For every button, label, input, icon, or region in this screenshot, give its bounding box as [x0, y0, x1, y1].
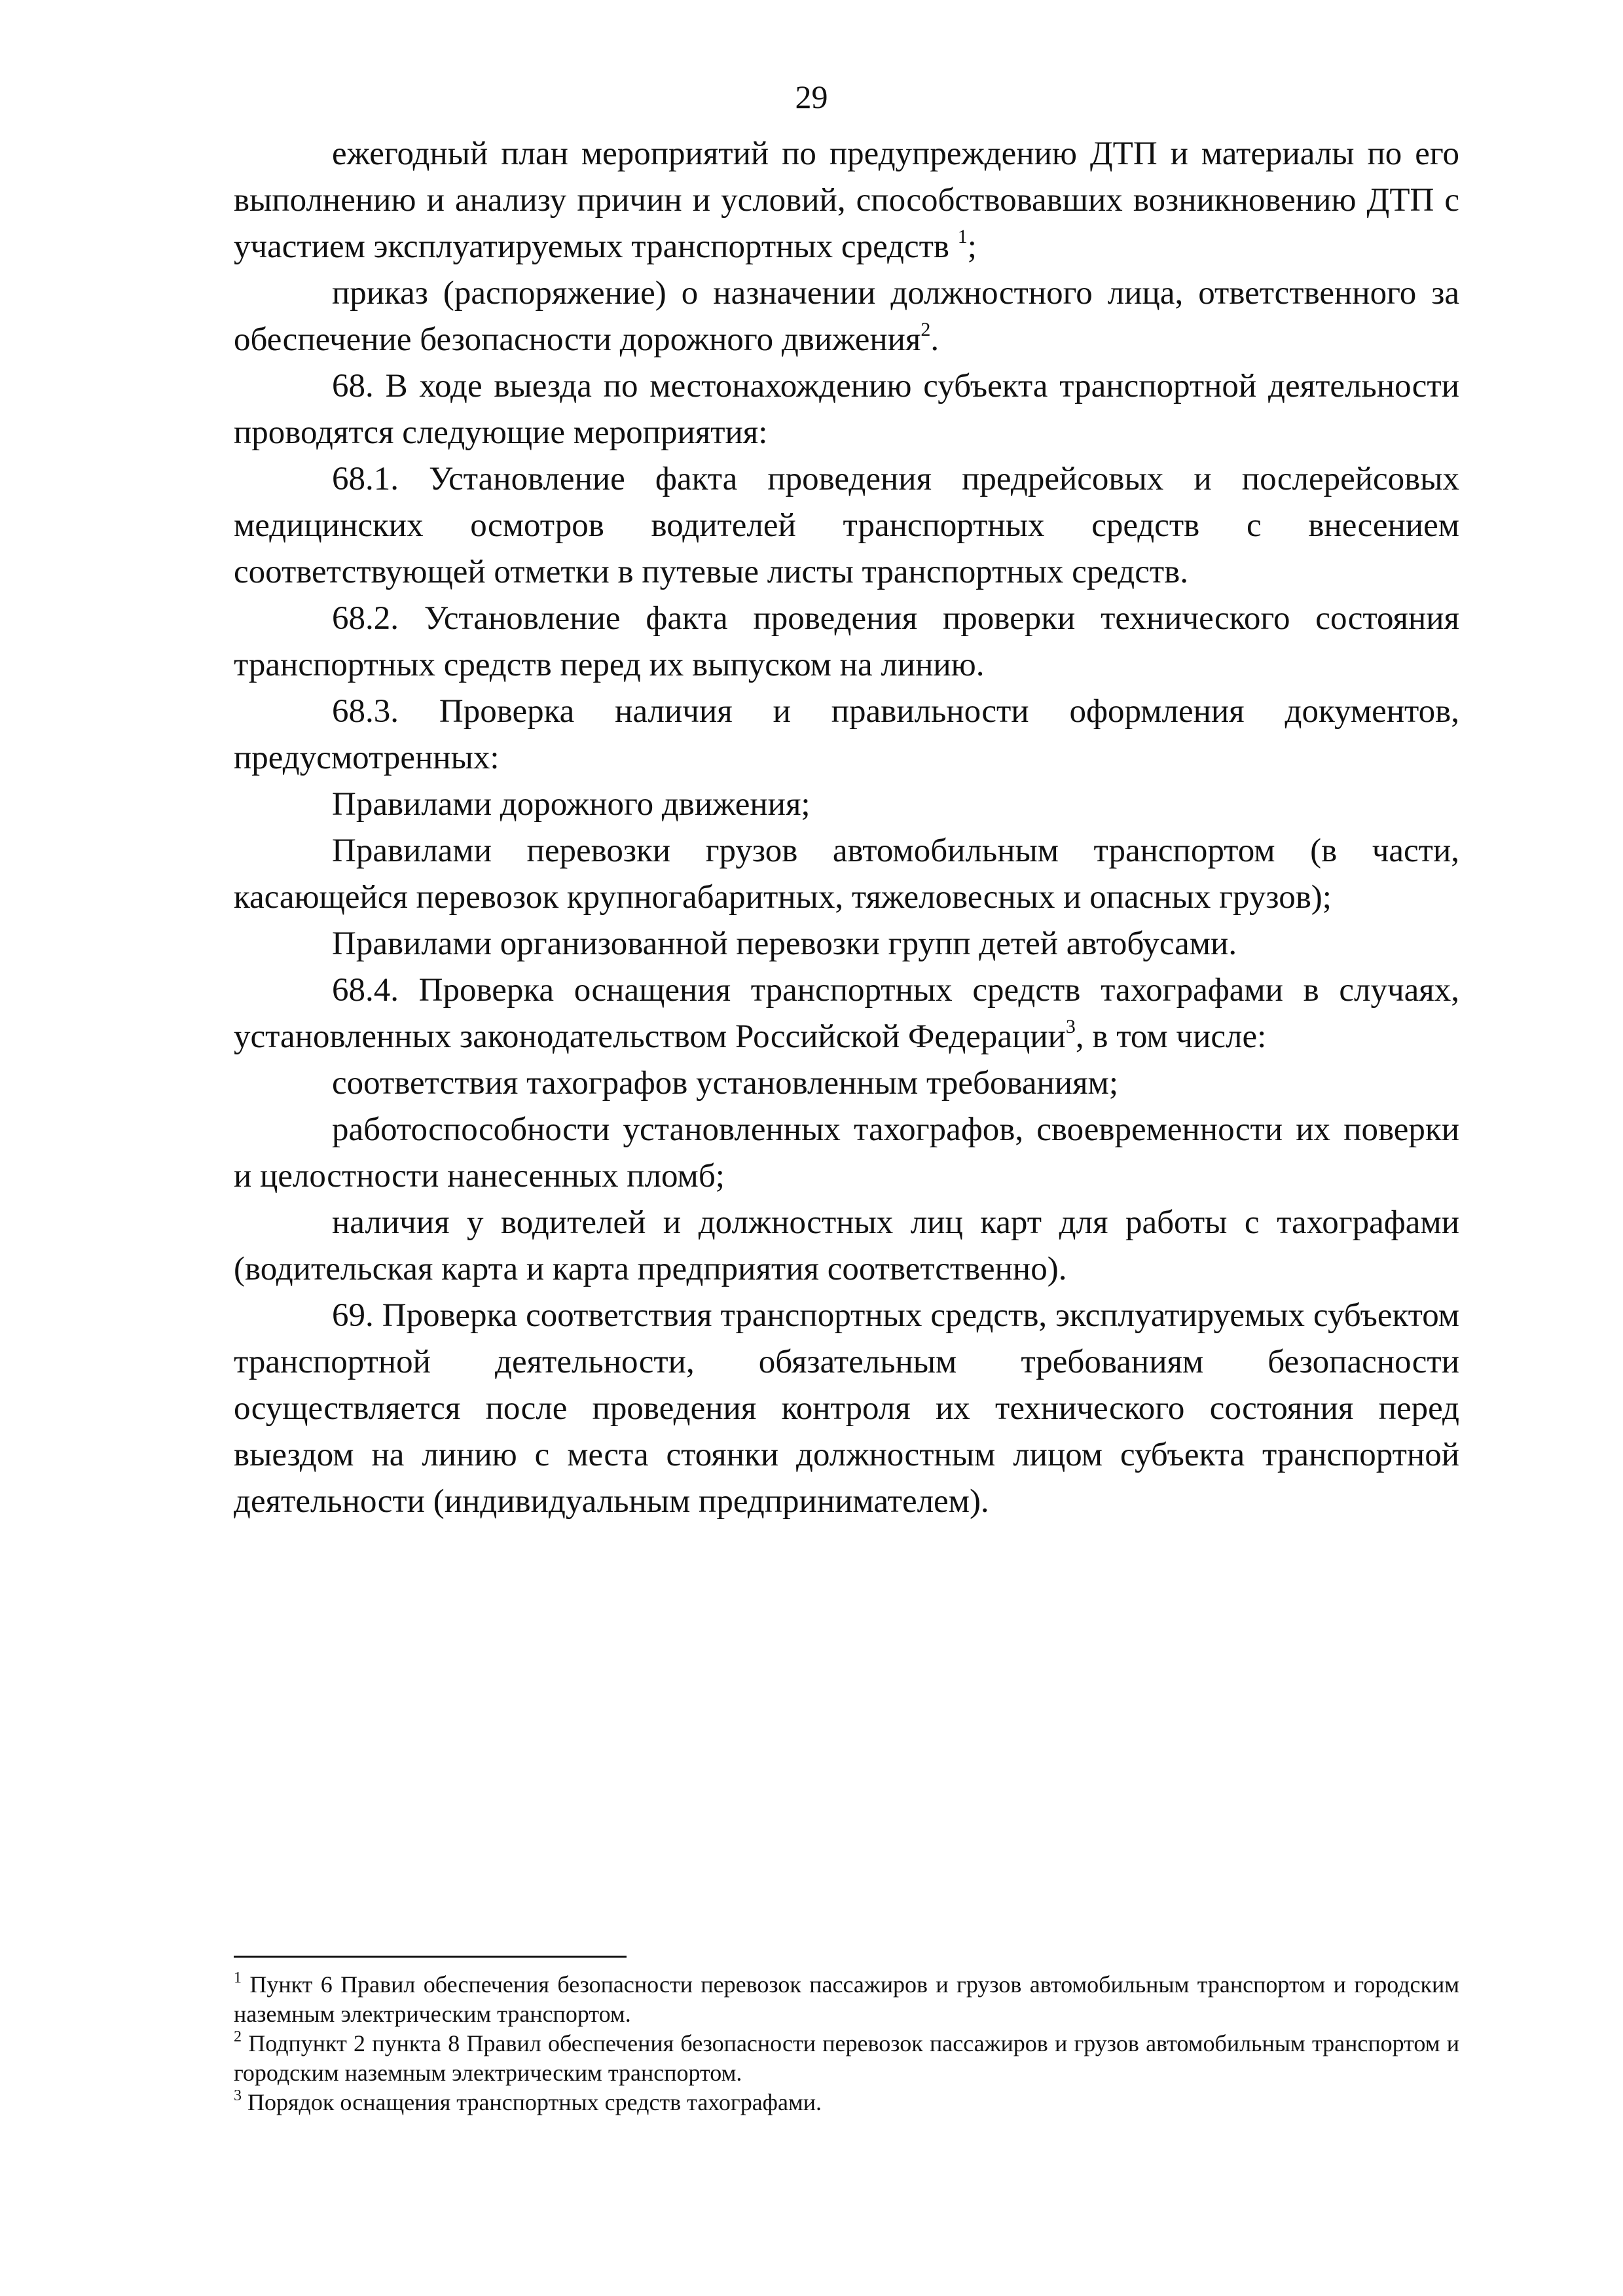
paragraph-annual-plan: ежегодный план мероприятий по предупреждению ДТП и материалы по его выполнению и анализу причин и условий, способствовавших возникновению ДТП с участием эксплуатируемых транспортных средств $^1$; [234, 135, 1459, 265]
paragraph-68-1: 68.1. Установление факта проведения предрейсовых и послерейсовых медицинских осмотров водителей транспортных средств с внесением соответствующей отметки в путевые листы транспортных средств. [234, 461, 1459, 590]
footnote-2: $^2$ Подпункт 2 пункта 8 Правил обеспечения безопасности перевозок пассажиров и грузов автомобильным транспортом и городским наземным электрическим транспортом. [234, 2028, 1459, 2086]
footnote-ref: 1 [957, 226, 968, 247]
list-item-cargo-rules: Правилами перевозки грузов автомобильным транспортом (в части, касающейся перевозок крупногабаритных, тяжеловесных и опасных грузов); [234, 833, 1459, 916]
paragraph-68-4: 68.4. Проверка оснащения транспортных средств тахографами в случаях, установленных законодательством Российской Федерации$^3$, в том числе: [234, 972, 1459, 1055]
footnote-divider [234, 1956, 627, 1958]
list-item-children-rules: Правилами организованной перевозки групп детей автобусами. [332, 925, 1237, 962]
document-body [234, 131, 1459, 1525]
footnote-ref: 2 [921, 319, 931, 340]
list-item-tachograph-requirements: соответствия тахографов установленным требованиям; [332, 1065, 1118, 1102]
footnotes [234, 1970, 1459, 2117]
page-number: 29 [795, 79, 828, 115]
list-item-traffic-rules: Правилами дорожного движения; [332, 786, 811, 823]
paragraph-69: 69. Проверка соответствия транспортных средств, эксплуатируемых субъектом транспортной деятельности, обязательным требованиям безопасности осуществляется после проведения контроля их технического состояния перед выездом на линию с места стоянки должностным лицом субъекта транспортной деятельности (индивидуальным предпринимателем). [234, 1297, 1459, 1520]
paragraph-68-2: 68.2. Установление факта проведения проверки технического состояния транспортных средств перед их выпуском на линию. [234, 600, 1459, 683]
paragraph-68-3: 68.3. Проверка наличия и правильности оформления документов, предусмотренных: [234, 693, 1459, 776]
list-item-tachograph-operability: работоспособности установленных тахографов, своевременности их поверки и целостности нанесенных пломб; [234, 1111, 1459, 1194]
footnote-3: $^3$ Порядок оснащения транспортных средств тахографами. [234, 2087, 822, 2115]
list-item-driver-cards: наличия у водителей и должностных лиц карт для работы с тахографами (водительская карта и карта предприятия соответственно). [234, 1204, 1459, 1287]
footnote-ref: 3 [1065, 1016, 1076, 1037]
footnote-1: $^1$ Пункт 6 Правил обеспечения безопасности перевозок пассажиров и грузов автомобильным транспортом и городским наземным электрическим транспортом. [234, 1969, 1459, 2027]
paragraph-order: приказ (распоряжение) о назначении должностного лица, ответственного за обеспечение безопасности дорожного движения$^2$. [234, 275, 1459, 358]
paragraph-68: 68. В ходе выезда по местонахождению субъекта транспортной деятельности проводятся следующие мероприятия: [234, 368, 1459, 451]
